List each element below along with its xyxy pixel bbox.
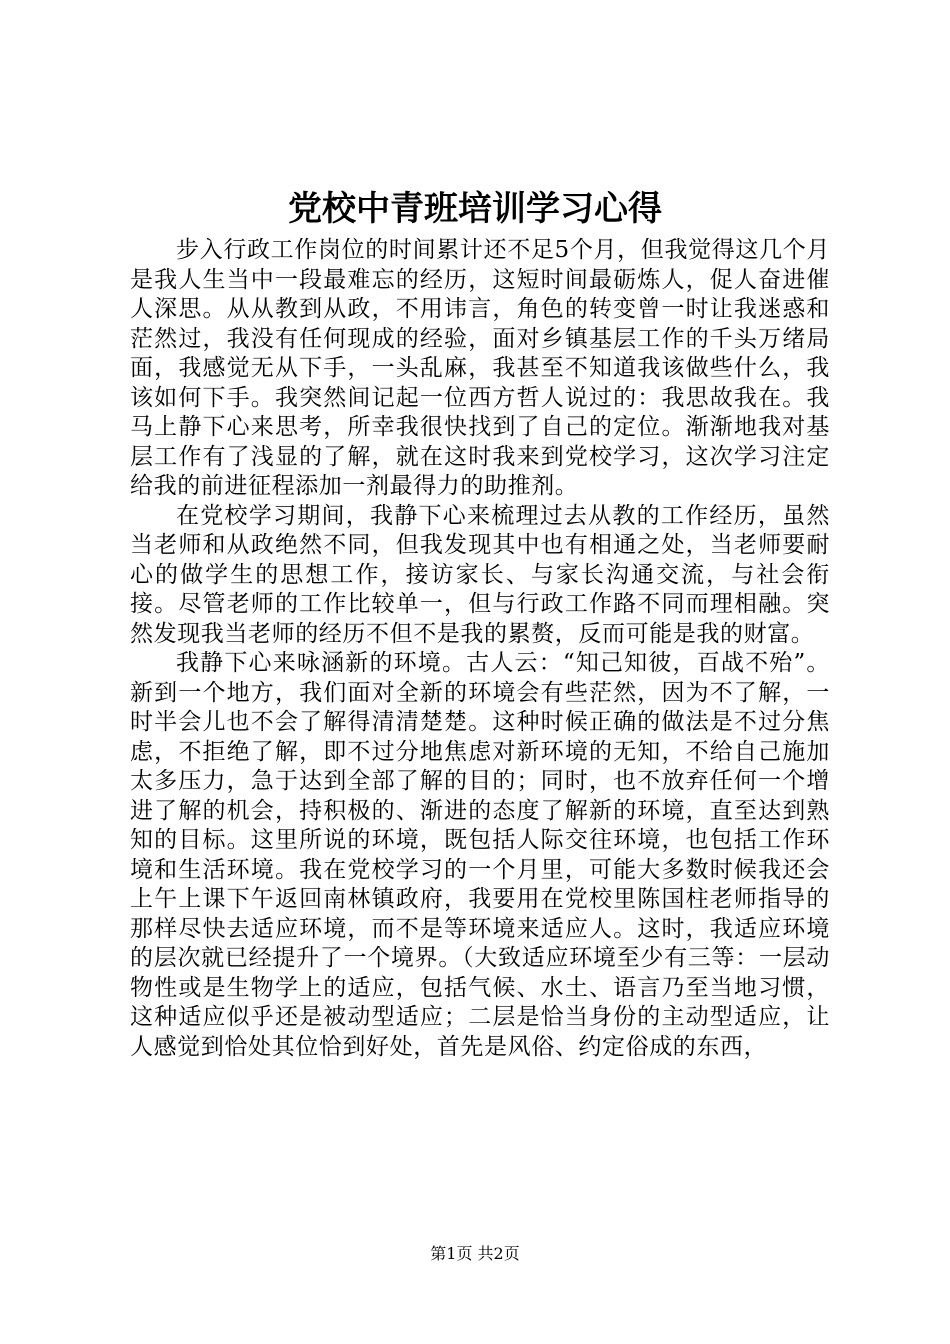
paragraph: 步入行政工作岗位的时间累计还不足5个月，但我觉得这几个月是我人生当中一段最难忘的经历，这短时间最砺炼人，促人奋进催人深思。从从教到从政，不用讳言，角色的转变曾一时让我迷惑和茫然过，我没有任何现成的经验，面对乡镇基层工作的千头万绪局面，我感觉无从下手，一头乱麻，我甚至不知道我该做些什么，我该如何下手。我突然间记起一位西方哲人说过的：我思故我在。我马上静下心来思考，所幸我很快找到了自己的定位。渐渐地我对基层工作有了浅显的了解，就在这时我来到党校学习，这次学习注定给我的前进征程添加一剂最得力的助推剂。 xyxy=(130,237,830,499)
page-number: 第1页 共2页 xyxy=(430,1244,520,1263)
document-body xyxy=(130,236,830,1062)
paragraph: 在党校学习期间，我静下心来梳理过去从教的工作经历，虽然当老师和从政绝然不同，但我发现其中也有相通之处，当老师要耐心的做学生的思想工作，接访家长、与家长沟通交流，与社会衔接。尽管老师的工作比较单一，但与行政工作路不同而理相融。突然发现我当老师的经历不但不是我的累赘，反而可能是我的财富。 xyxy=(130,502,830,647)
document-title: 党校中青班培训学习心得 xyxy=(288,189,662,229)
page-footer xyxy=(0,1244,950,1264)
paragraph: 我静下心来咏涵新的环境。古人云：“知己知彼，百战不殆”。新到一个地方，我们面对全新的环境会有些茫然，因为不了解，一时半会儿也不会了解得清清楚楚。这种时候正确的做法是不过分焦虑，不拒绝了解，即不过分地焦虑对新环境的无知，不给自己施加太多压力，急于达到全部了解的目的；同时，也不放弃任何一个增进了解的机会，持积极的、渐进的态度了解新的环境，直至达到熟知的目标。这里所说的环境，既包括人际交往环境，也包括工作环境和生活环境。我在党校学习的一个月里，可能大多数时候我还会上午上课下午返回南林镇政府，我要用在党校里陈国柱老师指导的那样尽快去适应环境，而不是等环境来适应人。这时，我适应环境的层次就已经提升了一个境界。（大致适应环境至少有三等：一层动物性或是生物学上的适应，包括气候、水土、语言乃至当地习惯，这种适应似乎还是被动型适应；二层是恰当身份的主动型适应，让人感觉到恰处其位恰到好处，首先是风俗、约定俗成的东西， xyxy=(130,650,830,1060)
